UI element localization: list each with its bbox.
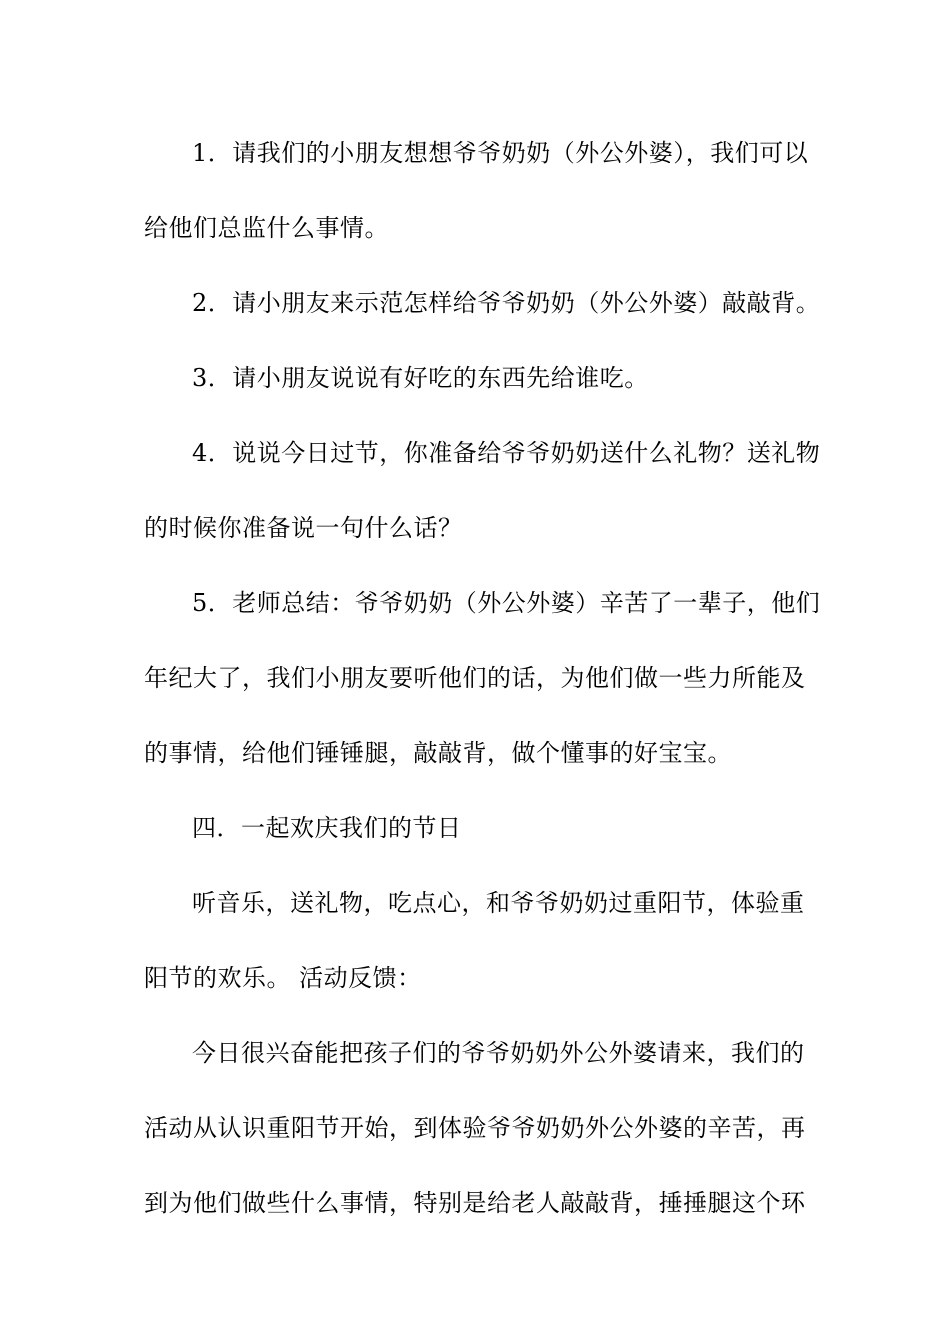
text-line: 的时候你准备说一句什么话？	[144, 514, 463, 542]
text-line: 1．请我们的小朋友想想爷爷奶奶（外公外婆），我们可以	[192, 139, 809, 167]
section-heading: 四．一起欢庆我们的节日	[192, 814, 462, 842]
text-line: 到为他们做些什么事情，特别是给老人敲敲背，捶捶腿这个环	[144, 1189, 806, 1217]
text-line: 年纪大了，我们小朋友要听他们的话，为他们做一些力所能及	[144, 664, 806, 692]
text-line: 今日很兴奋能把孩子们的爷爷奶奶外公外婆请来，我们的	[192, 1039, 805, 1067]
text-line: 5．老师总结：爷爷奶奶（外公外婆）辛苦了一辈子，他们	[192, 589, 821, 617]
text-line: 4．说说今日过节，你准备给爷爷奶奶送什么礼物？送礼物	[192, 439, 821, 467]
text-line: 给他们总监什么事情。	[144, 214, 389, 242]
text-line: 3．请小朋友说说有好吃的东西先给谁吃。	[192, 364, 649, 392]
text-line: 听音乐，送礼物，吃点心，和爷爷奶奶过重阳节，体验重	[192, 889, 805, 917]
text-line: 2．请小朋友来示范怎样给爷爷奶奶（外公外婆）敲敲背。	[192, 289, 821, 317]
text-line: 的事情，给他们锤锤腿，敲敲背，做个懂事的好宝宝。	[144, 739, 732, 767]
text-line: 阳节的欢乐。 活动反馈：	[144, 964, 422, 992]
text-line: 活动从认识重阳节开始，到体验爷爷奶奶外公外婆的辛苦，再	[144, 1114, 806, 1142]
